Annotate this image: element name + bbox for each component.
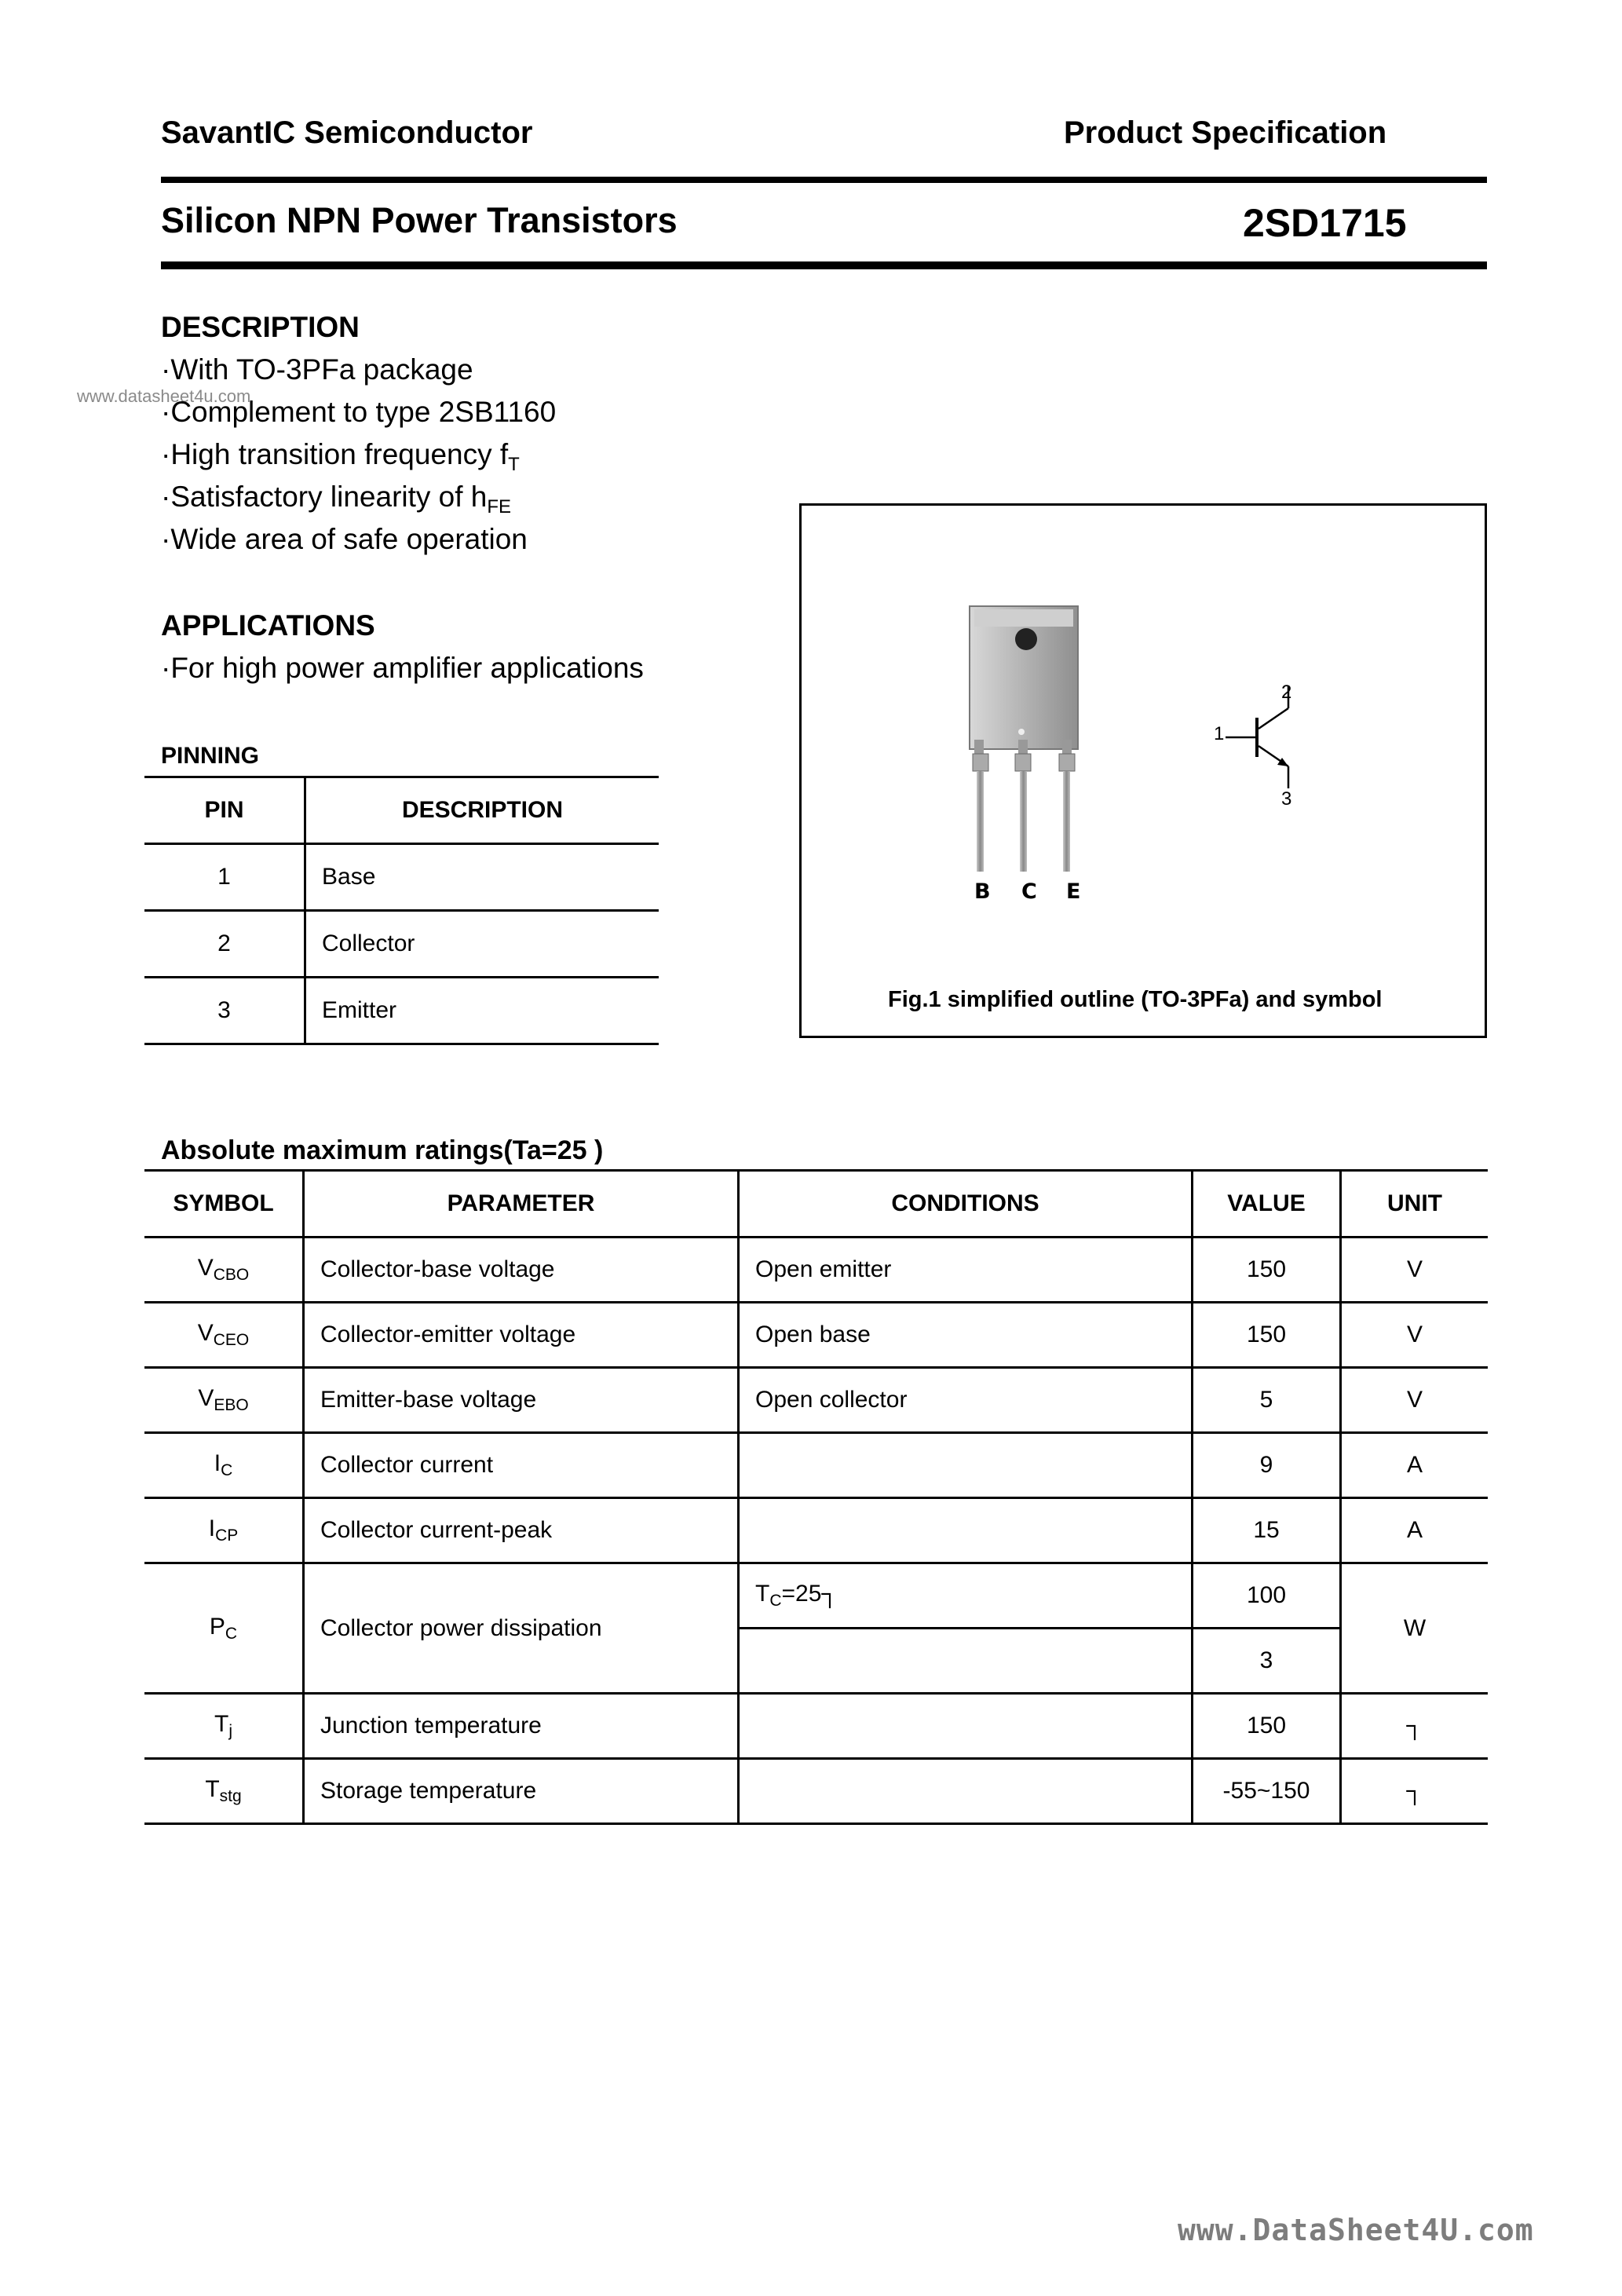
figure-box [799,503,1487,1038]
table-row [144,911,659,978]
unit-cell: V [1341,1368,1489,1433]
pin-number: 3 [144,978,305,1044]
feature-item: ·With TO-3PFa package [161,353,473,386]
table-row [144,844,659,911]
unit-cell: A [1341,1433,1489,1498]
parameter-cell: Collector-base voltage [304,1238,739,1303]
symbol-column-header: SYMBOL [144,1171,304,1238]
parameter-cell: Collector-emitter voltage [304,1303,739,1368]
conditions-cell [739,1759,1193,1824]
conditions-cell: Open collector [739,1368,1193,1433]
description-column-header: DESCRIPTION [305,777,659,844]
application-item: ·For high power amplifier applications [161,652,644,684]
symbol-cell: $I_C$ [144,1433,304,1498]
value-cell: 5 [1193,1368,1341,1433]
unit-cell: V [1341,1303,1489,1368]
conditions-cell [739,1498,1193,1563]
company-name: SavantIC Semiconductor [161,115,533,150]
footer-watermark: www.DataSheet4U.com [1178,2213,1534,2247]
feature-item: ·Wide area of safe operation [161,523,528,555]
symbol-cell: $P_C$ [144,1563,304,1694]
pin-description: Collector [305,911,659,978]
table-row [144,1433,1488,1498]
parameter-cell: Collector current [304,1433,739,1498]
conditions-cell: $T_C=25┐$ [739,1563,1193,1629]
symbol-cell: $V_{EBO}$ [144,1368,304,1433]
table-row [144,1498,1488,1563]
pinning-table [144,776,659,1045]
pin-number: 1 [144,844,305,911]
symbol-cell: $V_{CBO}$ [144,1238,304,1303]
symbol-cell: $T_{stg}$ [144,1759,304,1824]
parameter-cell: Collector power dissipation [304,1563,739,1694]
pin-number: 2 [144,911,305,978]
symbol-cell: $T_j$ [144,1694,304,1759]
value-cell: 150 [1193,1694,1341,1759]
feature-item: ·Satisfactory linearity of $h_{FE}$ [161,481,512,517]
unit-cell: ┐ [1341,1694,1489,1759]
conditions-cell [739,1629,1193,1694]
table-row [144,1303,1488,1368]
symbol-pin-2: 2 [1281,682,1292,703]
value-cell: 15 [1193,1498,1341,1563]
value-cell: 9 [1193,1433,1341,1498]
product-title: Silicon NPN Power Transistors [161,200,678,240]
header-rule-bottom [161,261,1487,269]
pinning-heading: PINNING [161,743,260,769]
lead-label-base: B [974,879,991,904]
symbol-cell: $I_{CP}$ [144,1498,304,1563]
unit-column-header: UNIT [1341,1171,1489,1238]
pin-column-header: PIN [144,777,305,844]
lead-label-collector: C [1021,879,1037,904]
feature-item: ·Complement to type 2SB1160 [161,396,557,428]
pin-description: Base [305,844,659,911]
conditions-cell [739,1694,1193,1759]
value-cell: 100 [1193,1563,1341,1629]
table-row [144,978,659,1044]
pinning-header-row [144,777,659,844]
watermark-top: www.datasheet4u.com [77,386,251,406]
unit-cell: W [1341,1563,1489,1694]
unit-cell: A [1341,1498,1489,1563]
applications-heading: APPLICATIONS [161,609,375,642]
symbol-pin-1: 1 [1214,723,1225,744]
value-cell: 150 [1193,1238,1341,1303]
conditions-cell [739,1433,1193,1498]
table-row [144,1759,1488,1824]
feature-item: ·High transition frequency $f_T$ [161,438,520,475]
ratings-table [144,1169,1488,1825]
table-row [144,1694,1488,1759]
part-number: 2SD1715 [1243,201,1407,245]
value-cell: 3 [1193,1629,1341,1694]
lead-label-emitter: E [1066,879,1081,904]
symbol-cell: $V_{CEO}$ [144,1303,304,1368]
table-row [144,1563,1488,1629]
document-type: Product Specification [1064,115,1387,150]
table-row [144,1368,1488,1433]
parameter-column-header: PARAMETER [304,1171,739,1238]
value-column-header: VALUE [1193,1171,1341,1238]
conditions-cell: Open base [739,1303,1193,1368]
ratings-heading: Absolute maximum ratings(Ta=25 ) [161,1135,604,1165]
package-outline-image [959,600,1116,883]
parameter-cell: Junction temperature [304,1694,739,1759]
parameter-cell: Emitter-base voltage [304,1368,739,1433]
description-heading: DESCRIPTION [161,311,360,343]
table-row [144,1238,1488,1303]
unit-cell: ┐ [1341,1759,1489,1824]
symbol-pin-3: 3 [1281,788,1292,810]
value-cell: 150 [1193,1303,1341,1368]
pin-description: Emitter [305,978,659,1044]
figure-caption: Fig.1 simplified outline (TO-3PFa) and symbol [888,987,1383,1012]
parameter-cell: Storage temperature [304,1759,739,1824]
conditions-cell: Open emitter [739,1238,1193,1303]
header-rule-top [161,177,1487,183]
npn-transistor-symbol-icon [1226,678,1320,796]
unit-cell: V [1341,1238,1489,1303]
conditions-column-header: CONDITIONS [739,1171,1193,1238]
value-cell: -55~150 [1193,1759,1341,1824]
parameter-cell: Collector current-peak [304,1498,739,1563]
ratings-header-row [144,1171,1488,1238]
